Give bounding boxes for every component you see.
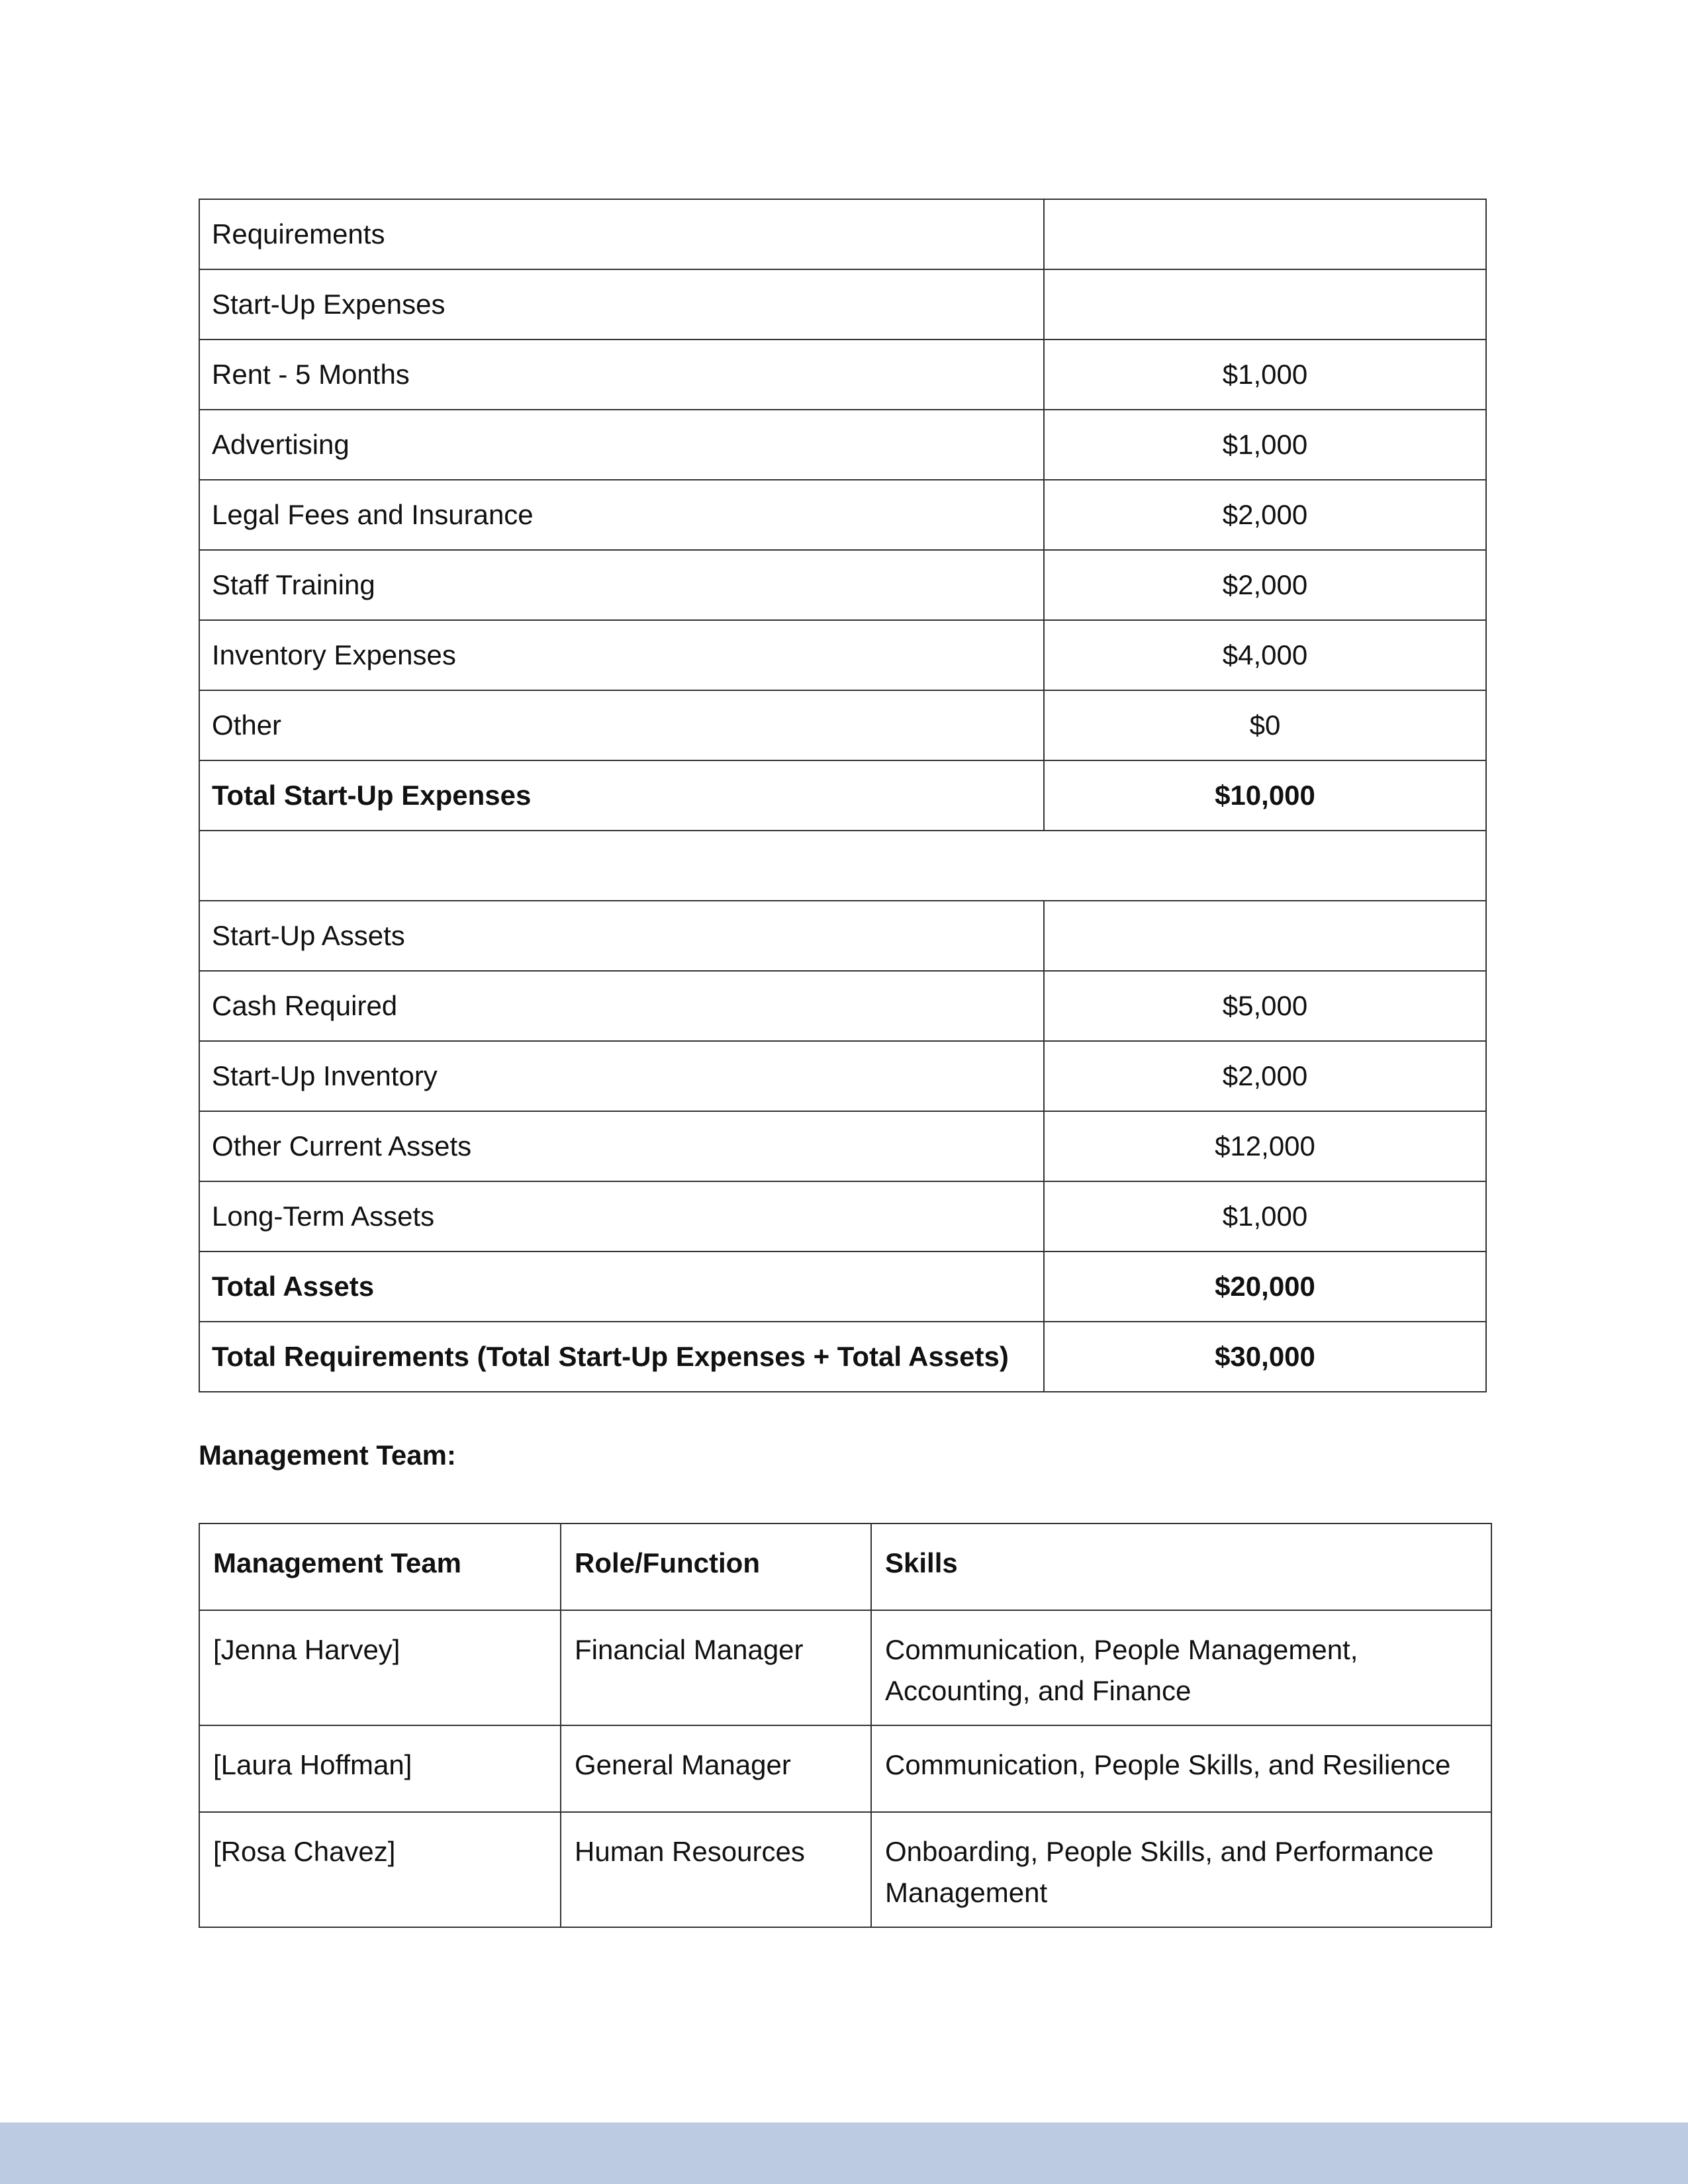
spacer-row: [199, 831, 1486, 901]
row-value: $2,000: [1044, 1041, 1486, 1111]
row-label: Total Assets: [199, 1251, 1044, 1322]
table-row-total: [199, 1322, 1486, 1392]
row-value: $2,000: [1044, 550, 1486, 620]
table-row: [199, 901, 1486, 971]
table-row: [199, 620, 1486, 690]
member-name: [Jenna Harvey]: [199, 1610, 561, 1725]
table-row: [199, 1610, 1491, 1725]
row-label: Other Current Assets: [199, 1111, 1044, 1181]
row-value: $5,000: [1044, 971, 1486, 1041]
member-name: [Laura Hoffman]: [199, 1725, 561, 1812]
startup-requirements-table: [199, 199, 1487, 1392]
table-row: [199, 480, 1486, 550]
table-row: [199, 550, 1486, 620]
row-value: $30,000: [1044, 1322, 1486, 1392]
table-row: [199, 1181, 1486, 1251]
row-value: $2,000: [1044, 480, 1486, 550]
table-row: [199, 1041, 1486, 1111]
row-label: Start-Up Expenses: [199, 269, 1044, 340]
row-label: Other: [199, 690, 1044, 760]
row-value: [1044, 199, 1486, 269]
table-header-row: [199, 1524, 1491, 1610]
row-label: Legal Fees and Insurance: [199, 480, 1044, 550]
member-role: Human Resources: [561, 1812, 871, 1927]
member-skills: Communication, People Skills, and Resilience: [871, 1725, 1491, 1812]
column-header: Role/Function: [561, 1524, 871, 1610]
member-skills: Onboarding, People Skills, and Performance Management: [871, 1812, 1491, 1927]
section-heading: Management Team:: [199, 1439, 456, 1471]
table-row: [199, 690, 1486, 760]
table-row: [199, 269, 1486, 340]
table-row: [199, 1812, 1491, 1927]
member-role: General Manager: [561, 1725, 871, 1812]
row-value: $1,000: [1044, 1181, 1486, 1251]
table-row-total: [199, 1251, 1486, 1322]
member-role: Financial Manager: [561, 1610, 871, 1725]
row-value: $1,000: [1044, 410, 1486, 480]
empty-cell: [199, 831, 1486, 901]
table-row: [199, 340, 1486, 410]
row-value: $10,000: [1044, 760, 1486, 831]
row-value: [1044, 901, 1486, 971]
table-row: [199, 1725, 1491, 1812]
table-row: [199, 971, 1486, 1041]
table-row: [199, 1111, 1486, 1181]
row-label: Total Start-Up Expenses: [199, 760, 1044, 831]
member-skills: Communication, People Management, Accounting, and Finance: [871, 1610, 1491, 1725]
member-name: [Rosa Chavez]: [199, 1812, 561, 1927]
column-header: Management Team: [199, 1524, 561, 1610]
row-label: Advertising: [199, 410, 1044, 480]
row-label: Start-Up Inventory: [199, 1041, 1044, 1111]
row-label: Rent - 5 Months: [199, 340, 1044, 410]
row-label: Cash Required: [199, 971, 1044, 1041]
row-label: Long-Term Assets: [199, 1181, 1044, 1251]
row-value: $1,000: [1044, 340, 1486, 410]
row-value: $12,000: [1044, 1111, 1486, 1181]
row-label: Start-Up Assets: [199, 901, 1044, 971]
table-row: [199, 199, 1486, 269]
row-label: Requirements: [199, 199, 1044, 269]
table-row: [199, 410, 1486, 480]
row-label: Inventory Expenses: [199, 620, 1044, 690]
table-row-total: [199, 760, 1486, 831]
row-value: $4,000: [1044, 620, 1486, 690]
row-value: $20,000: [1044, 1251, 1486, 1322]
management-team-table: [199, 1523, 1492, 1928]
row-value: $0: [1044, 690, 1486, 760]
row-value: [1044, 269, 1486, 340]
row-label: Staff Training: [199, 550, 1044, 620]
row-label: Total Requirements (Total Start-Up Expenses + Total Assets): [199, 1322, 1044, 1392]
footer-band: [0, 2122, 1688, 2184]
column-header: Skills: [871, 1524, 1491, 1610]
